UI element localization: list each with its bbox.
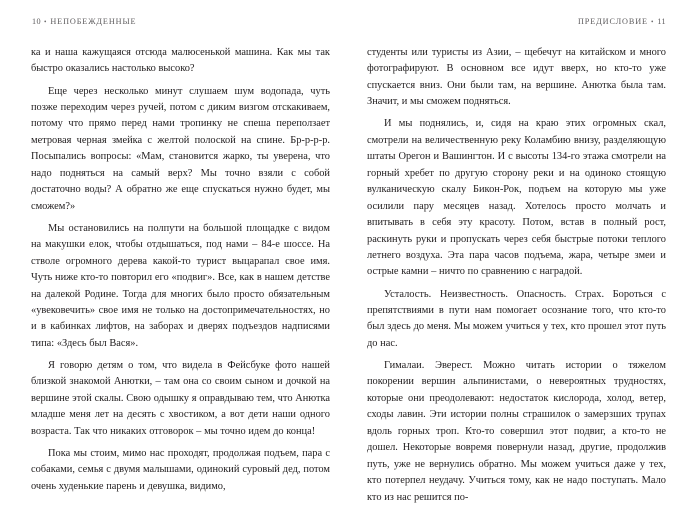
paragraph: Я говорю детям о том, что видела в Фейсбуке фото нашей близкой знакомой Анютки, – там она со своим сыном и дочкой на вершине этой скалы. Свою одышку я оправдываю тем, что Анютка младше меня лет на десять с хвостиком, а вот дети наши одного возраста. Так что никаких отговорок – мы точно идем до конца! <box>31 359 330 437</box>
paragraph: И мы поднялись, и, сидя на краю этих огромных скал, смотрели на величественную реку Коламбию внизу, разделяющую штаты Орегон и Вашингтон. И с высоты 134-го этажа смотрели на горный хребет по другую сторону реки и на одиноко стоящую вулканическую скалу Бикон-Рок, подъем на которую мы уже осилили пару месяцев назад. Хотелось просто молчать и впитывать в себя эту красоту. Потом, встав в полный рост, раскинуть руки и пропускать через себя быстрые потоки теплого летнего воздуха. Эта пара часов подъема, жара, четыре змеи и острые камни – ничто по сравнению с наградой. <box>367 118 666 278</box>
page-number-right: 11 <box>657 17 666 26</box>
chapter-title-running-head: ПРЕДИСЛОВИЕ <box>577 17 648 26</box>
book-title-running-head: НЕПОБЕЖДЕННЫЕ <box>50 17 137 26</box>
paragraph: Мы остановились на полпути на большой площадке с видом на макушки елок, чтобы отдышаться, под нами – 84-е шоссе. На стволе огромного дерева какой-то турист выцарапал свое имя. Чуть ниже кто-то повторил его «подвиг». Все, как в нашем детстве на далекой Родине. Тогда для многих было просто обязательным «увековечить» свое имя не только на достопримечательностях, но и в кабинках лифтов, на заборах и дверях подъездов надписями типа: «Здесь был Вася». <box>31 222 330 349</box>
body-text-columns <box>31 45 666 503</box>
separator-bullet-left: • <box>44 17 48 26</box>
page-number-left: 10 <box>32 17 41 26</box>
running-head-right <box>578 17 666 26</box>
paragraph: Еще через несколько минут слушаем шум водопада, чуть позже переходим через ручей, потом с диким визгом отскакиваем, потому что прямо перед нами тропинку не спеша переползает метровая черная змейка с желтой полоской на спине. Бр-р-р-р. Посыпались вопросы: «Мам, становится жарко, ты уверена, что надо подняться на самый верх? Мы точно взяли с собой достаточно воды? А обратно же еще спускаться нужно будет, мы сможем?» <box>31 85 330 212</box>
running-head-left <box>32 17 136 26</box>
separator-bullet-right: • <box>650 17 655 26</box>
right-text-column <box>367 45 666 503</box>
paragraph: студенты или туристы из Азии, – щебечут на китайском и много фотографируют. В основном все идут вверх, но кто-то уже спускается вниз. Они были там, на вершине. Анютка была там. Значит, и мы сможем подняться. <box>367 47 666 108</box>
paragraph: Пока мы стоим, мимо нас проходят, продолжая подъем, пара с собаками, семья с двумя малышами, одинокий суровый дед, потом очень худенькие парень и девушка, видимо, <box>31 447 330 492</box>
paragraph: Усталость. Неизвестность. Опасность. Страх. Бороться с препятствиями в пути нам помогает осознание того, что кто-то был здесь до меня. Мы можем учиться у тех, кто прошел этот путь до нас. <box>367 288 666 349</box>
paragraph: Гималаи. Эверест. Можно читать истории о тяжелом покорении вершин альпинистами, о невероятных трудностях, которые они преодолевают: недостаток кислорода, холод, ветер, сходы лавин. Эти истории полны страшилок о замерзших трупах вдоль горных троп. Кто-то совершил этот подвиг, а кто-то не дошел. Некоторые вовремя повернули назад, другие, продолжив путь, уже не вернулись обратно. Мы можем учиться даже у тех, кто потерпел неудачу. Учиться тому, как не надо поступать. Мало кто из нас решится по- <box>367 359 666 503</box>
paragraph: ка и наша кажущаяся отсюда малюсенькой машина. Как мы так быстро оказались настолько высоко? <box>31 47 330 75</box>
left-text-column <box>31 45 330 492</box>
